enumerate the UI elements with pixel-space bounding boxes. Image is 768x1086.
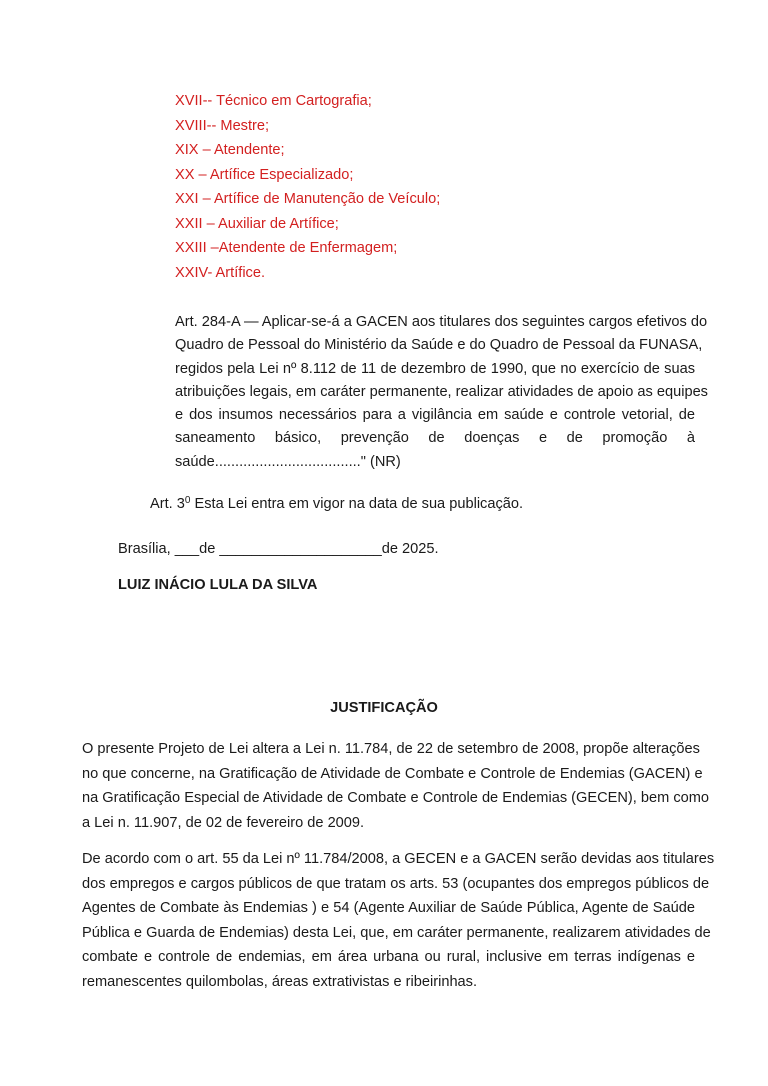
paragraph-line: na Gratificação Especial de Atividade de Combate e Controle de Endemias (GECEN), bem como — [82, 790, 710, 807]
article-3-text: Esta Lei entra em vigor na data de sua publicação. — [190, 496, 524, 512]
list-item: XXIV- Artífice. — [175, 264, 266, 281]
article-3 — [150, 495, 523, 512]
signer-name: LUIZ INÁCIO LULA DA SILVA — [118, 577, 318, 593]
article-line: Art. 284-A — Aplicar-se-á a GACEN aos titulares dos seguintes cargos efetivos do — [175, 314, 708, 330]
article-line: e dos insumos necessários para a vigilância em saúde e controle vetorial, de — [175, 407, 695, 424]
article-3-superscript: 0 — [184, 495, 191, 506]
section-title: JUSTIFICAÇÃO — [330, 700, 438, 716]
amended-cargo-list — [175, 91, 440, 287]
paragraph-line: combate e controle de endemias, em área urbana ou rural, inclusive em terras indígenas e — [82, 949, 695, 966]
list-item: XXII – Auxiliar de Artífice; — [175, 215, 339, 232]
list-item: XVIII-- Mestre; — [175, 117, 270, 134]
article-line: regidos pela Lei nº 8.112 de 11 de dezembro de 1990, que no exercício de suas — [175, 360, 695, 377]
article-284a — [175, 311, 708, 474]
justification-paragraph-2 — [82, 847, 715, 995]
paragraph-line: Agentes de Combate às Endemias ) e 54 (Agente Auxiliar de Saúde Pública, Agente de Saúde — [82, 900, 695, 917]
article-3-prefix: Art. 3 — [150, 496, 185, 512]
paragraph-line: a Lei n. 11.907, de 02 de fevereiro de 2009. — [82, 814, 365, 831]
list-item: XXIII –Atendente de Enfermagem; — [175, 240, 398, 256]
paragraph-line: De acordo com o art. 55 da Lei nº 11.784/2008, a GECEN e a GACEN serão devidas aos titulares — [82, 851, 715, 867]
article-line: saúde...................................." (NR) — [175, 453, 401, 470]
paragraph-line: no que concerne, na Gratificação de Atividade de Combate e Controle de Endemias (GACEN) e — [82, 765, 703, 782]
list-item: XX – Artífice Especializado; — [175, 166, 354, 183]
list-item: XIX – Atendente; — [175, 142, 285, 158]
list-item: XXI – Artífice de Manutenção de Veículo; — [175, 191, 441, 207]
article-line: saneamento básico, prevenção de doenças e de promoção à — [175, 430, 695, 447]
paragraph-line: dos empregos e cargos públicos de que tratam os arts. 53 (ocupantes dos empregos públicos de — [82, 875, 710, 892]
paragraph-line: remanescentes quilombolas, áreas extrativistas e ribeirinhas. — [82, 973, 478, 990]
paragraph-line: Pública e Guarda de Endemias) desta Lei, que, em caráter permanente, realizarem atividades de — [82, 924, 711, 941]
article-line: atribuições legais, em caráter permanente, realizar atividades de apoio as equipes — [175, 383, 708, 400]
date-line: Brasília, ___de ____________________de 2025. — [118, 541, 439, 557]
justification-paragraph-1 — [82, 737, 710, 835]
list-item: XVII-- Técnico em Cartografia; — [175, 93, 372, 109]
paragraph-line: O presente Projeto de Lei altera a Lei n. 11.784, de 22 de setembro de 2008, propõe alterações — [82, 741, 700, 757]
article-line: Quadro de Pessoal do Ministério da Saúde e do Quadro de Pessoal da FUNASA, — [175, 337, 703, 354]
